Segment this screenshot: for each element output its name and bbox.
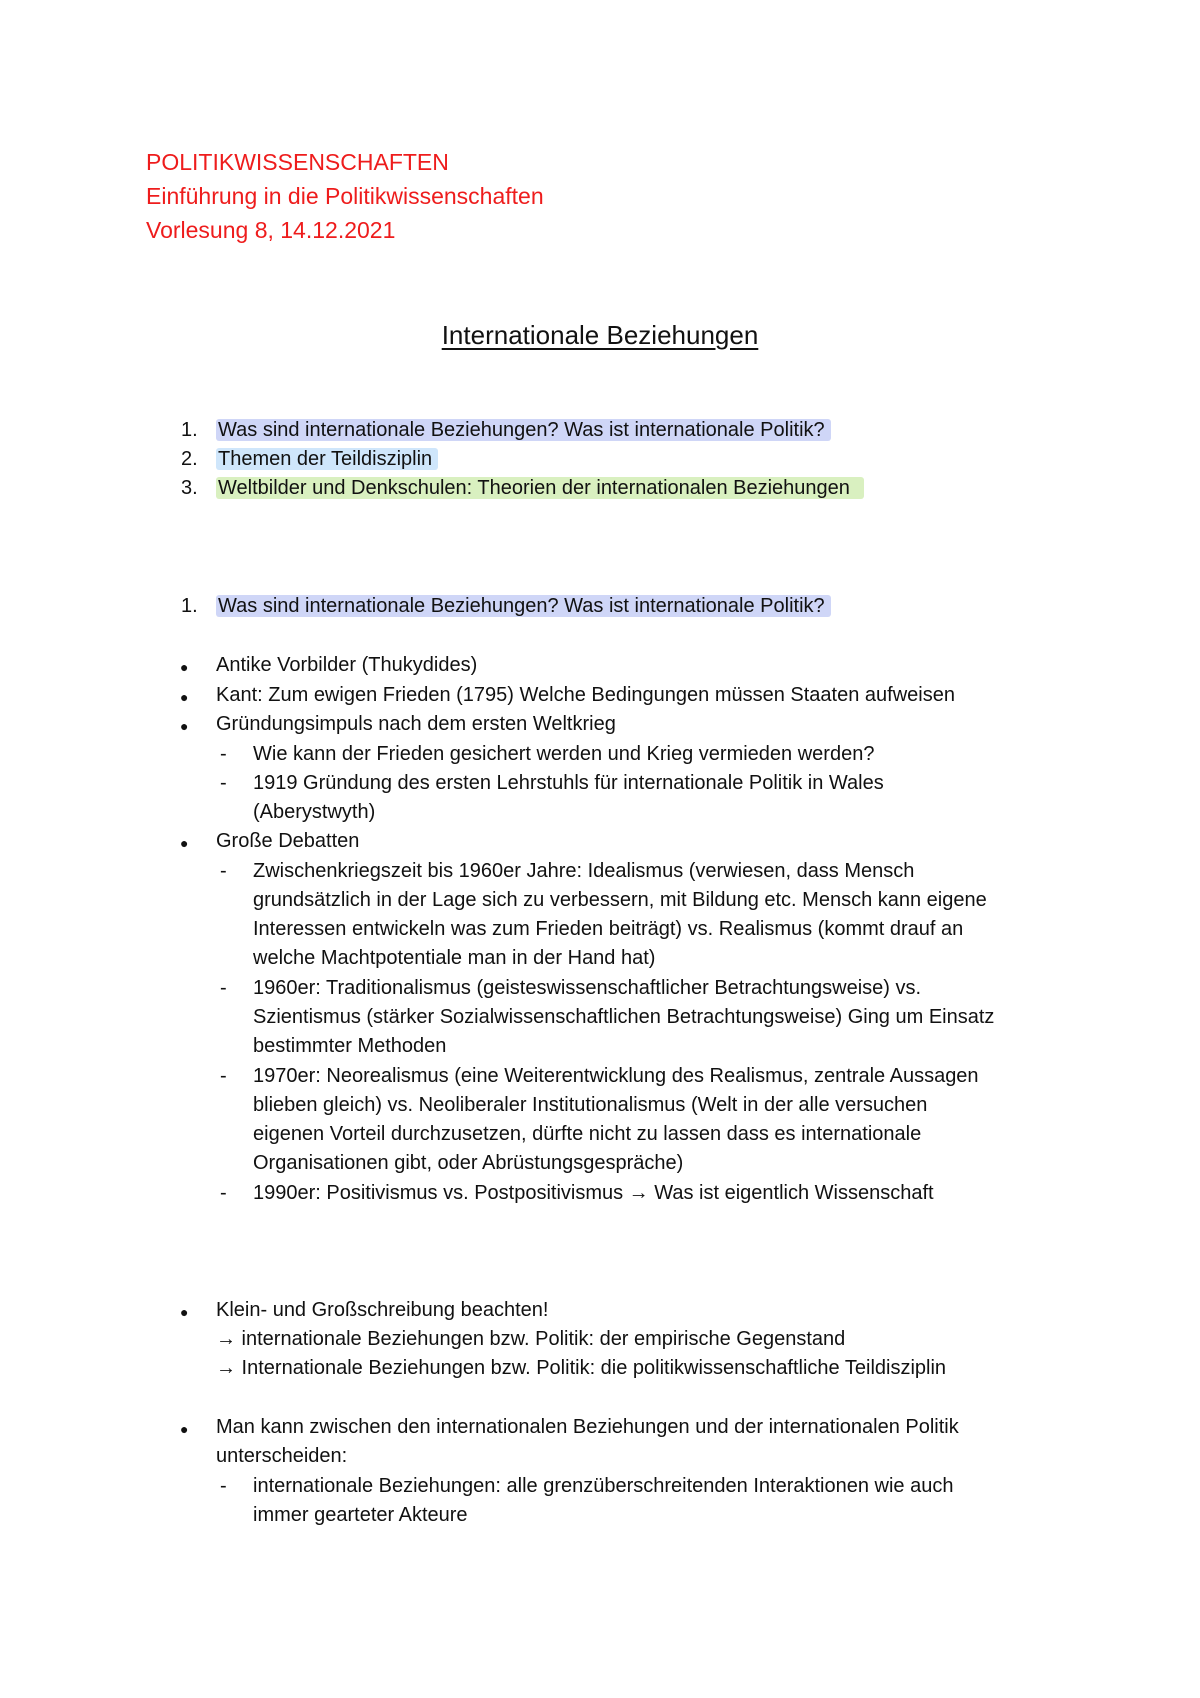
section-heading-text: Was sind internationale Beziehungen? Was ist internationale Politik? [216,595,831,617]
sub-item: 1960er: Traditionalismus (geisteswissenschaftlicher Betrachtungsweise) vs. [253,977,922,999]
toc-number: 1. [181,419,198,441]
toc-item-1 [216,415,831,445]
toc-number: 2. [181,448,198,470]
bullet-marker: ● [180,689,189,705]
dash-marker: - [220,860,227,882]
arrow-item: → Internationale Beziehungen bzw. Politik: die politikwissenschaftliche Teildisziplin [216,1357,947,1379]
dash-marker: - [220,977,227,999]
bullet-item: Große Debatten [216,830,360,852]
document-title: Internationale Beziehungen [441,320,759,350]
sub-item: Wie kann der Frieden gesichert werden und Krieg vermieden werden? [253,743,875,765]
bullet-marker: ● [180,835,189,851]
bullet-item: Man kann zwischen den internationalen Beziehungen und der internationalen Politik [216,1416,959,1438]
header-course: Einführung in die Politikwissenschaften [146,183,544,209]
toc-item-1-text: Was sind internationale Beziehungen? Was ist internationale Politik? [216,419,831,441]
bullet-marker: ● [180,659,189,675]
bullet-item: Kant: Zum ewigen Frieden (1795) Welche Bedingungen müssen Staaten aufweisen [216,684,955,706]
section-number: 1. [181,595,198,617]
section-heading [216,591,831,621]
bullet-item-continuation: unterscheiden: [216,1445,348,1467]
sub-item-continuation: Organisationen gibt, oder Abrüstungsgespräche) [253,1152,684,1174]
bullet-marker: ● [180,1304,189,1320]
sub-item-continuation: Szientismus (stärker Sozialwissenschaftlichen Betrachtungsweise) Ging um Einsatz [253,1006,995,1028]
bullet-marker: ● [180,1421,189,1437]
bullet-item: Klein- und Großschreibung beachten! [216,1299,549,1321]
sub-item: 1970er: Neorealismus (eine Weiterentwicklung des Realismus, zentrale Aussagen [253,1065,979,1087]
sub-item: 1990er: Positivismus vs. Postpositivismus → Was ist eigentlich Wissenschaft [253,1182,934,1204]
toc-item-2 [216,444,438,474]
sub-item-continuation: (Aberystwyth) [253,801,376,823]
toc-item-3 [216,473,864,503]
bullet-marker: ● [180,718,189,734]
toc-number: 3. [181,477,198,499]
header-subject: POLITIKWISSENSCHAFTEN [146,149,449,175]
dash-marker: - [220,743,227,765]
sub-item: 1919 Gründung des ersten Lehrstuhls für internationale Politik in Wales [253,772,884,794]
dash-marker: - [220,772,227,794]
sub-item-continuation: Interessen entwickeln was zum Frieden beiträgt) vs. Realismus (kommt drauf an [253,918,964,940]
arrow-item: → internationale Beziehungen bzw. Politik: der empirische Gegenstand [216,1328,846,1350]
sub-item-continuation: bestimmter Methoden [253,1035,447,1057]
dash-marker: - [220,1182,227,1204]
toc-item-3-text: Weltbilder und Denkschulen: Theorien der internationalen Beziehungen [216,477,864,499]
dash-marker: - [220,1475,227,1497]
sub-item-continuation: grundsätzlich in der Lage sich zu verbessern, mit Bildung etc. Mensch kann eigene [253,889,987,911]
dash-marker: - [220,1065,227,1087]
bullet-item: Antike Vorbilder (Thukydides) [216,654,478,676]
sub-item: internationale Beziehungen: alle grenzüberschreitenden Interaktionen wie auch [253,1475,954,1497]
sub-item-continuation: eigenen Vorteil durchzusetzen, dürfte nicht zu lassen dass es internationale [253,1123,922,1145]
bullet-item: Gründungsimpuls nach dem ersten Weltkrieg [216,713,616,735]
toc-item-2-text: Themen der Teildisziplin [216,448,438,470]
sub-item: Zwischenkriegszeit bis 1960er Jahre: Idealismus (verwiesen, dass Mensch [253,860,915,882]
sub-item-continuation: immer gearteter Akteure [253,1504,468,1526]
sub-item-continuation: blieben gleich) vs. Neoliberaler Institutionalismus (Welt in der alle versuchen [253,1094,928,1116]
sub-item-continuation: welche Machtpotentiale man in der Hand hat) [253,947,656,969]
header-lecture: Vorlesung 8, 14.12.2021 [146,217,396,243]
